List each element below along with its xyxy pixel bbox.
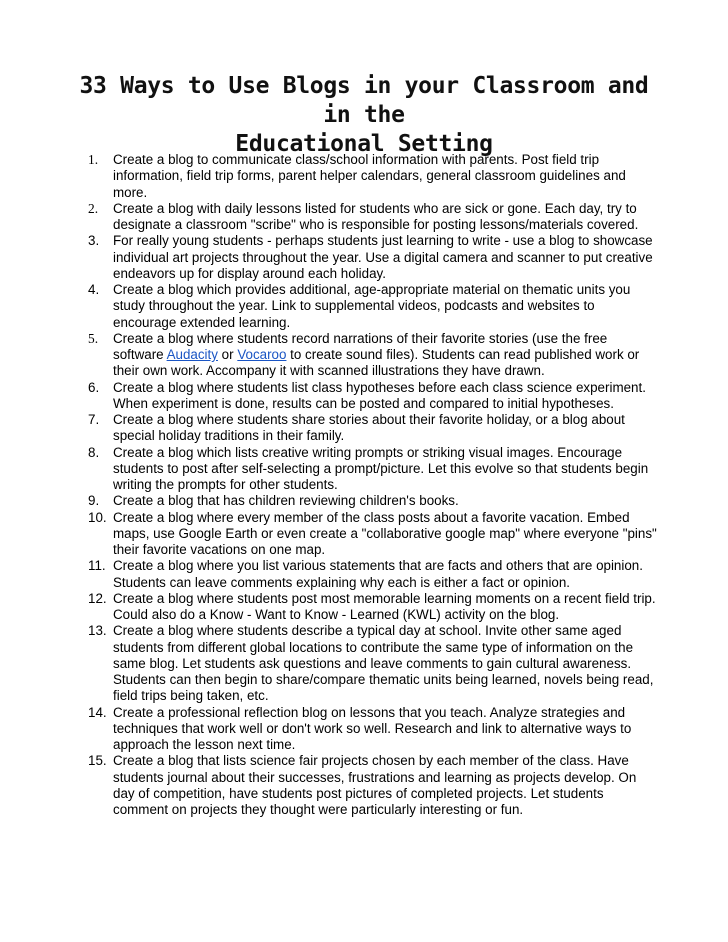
item-number: 10. xyxy=(88,509,107,525)
item-number: 11. xyxy=(88,558,106,574)
list-item-8 xyxy=(88,445,660,494)
item-text-before: Create a blog where students record narrations of their favorite stories (use the free software xyxy=(113,330,608,362)
item-number: 6. xyxy=(88,379,100,395)
audacity-link[interactable]: Audacity xyxy=(166,347,218,362)
list-item-10 xyxy=(88,510,660,559)
item-number: 3. xyxy=(88,233,100,249)
item-number: 2. xyxy=(88,200,99,216)
ideas-list xyxy=(88,152,660,818)
list-item-7 xyxy=(88,412,660,445)
item-number: 8. xyxy=(88,444,100,460)
list-item-9 xyxy=(88,493,660,509)
item-number: 5. xyxy=(88,330,99,346)
item-text: Create a blog where students post most memorable learning moments on a recent field trip. Could also do a Know - Want to Know - Learned (KWL) activity on the blog. xyxy=(113,590,656,622)
item-text: Create a blog that has children reviewing children's books. xyxy=(113,493,459,509)
list-item-15 xyxy=(88,753,660,818)
item-text: Create a professional reflection blog on lessons that you teach. Analyze strategies and techniques that work well or don't work so well. Research and link to alternative ways to approach the lesson next time. xyxy=(113,704,632,752)
item-text: Create a blog which lists creative writing prompts or striking visual images. Encourage students to post after self-selecting a prompt/picture. Let this evolve so that students begin writing the prompts for other students. xyxy=(113,444,649,492)
item-number: 12. xyxy=(88,590,107,606)
item-number: 9. xyxy=(88,493,100,509)
page-title xyxy=(60,72,668,159)
list-item-6 xyxy=(88,380,660,413)
vocaroo-link[interactable]: Vocaroo xyxy=(237,347,287,362)
item-text: Create a blog to communicate class/school information with parents. Post field trip information, field trip forms, parent helper calendars, general classroom guidelines and more. xyxy=(113,152,626,200)
item-number: 15. xyxy=(88,753,107,769)
item-text: Create a blog that lists science fair projects chosen by each member of the class. Have students journal about their successes, frustrations and learning as projects develop. On day of competition, have students post pictures of completed projects. Let students comment on projects they thought were particularly interesting or fun. xyxy=(113,753,637,817)
list-item-12 xyxy=(88,591,660,624)
list-item-1 xyxy=(88,152,660,201)
item-text-middle: or xyxy=(217,347,238,362)
item-text: Create a blog where every member of the class posts about a favorite vacation. Embed maps, use Google Earth or even create a "collaborative google map" where everyone "pins" their favorite vacations on one map. xyxy=(113,509,657,557)
list-item-13 xyxy=(88,623,660,704)
item-text xyxy=(113,331,639,379)
list-item-2 xyxy=(88,201,660,234)
item-text-after: to create sound files). Students can read published work or their own work. Accompany it with scanned illustrations they have drawn. xyxy=(113,347,640,379)
list-item-4 xyxy=(88,282,660,331)
item-text: Create a blog which provides additional, age-appropriate material on thematic units you study throughout the year. Link to supplemental videos, podcasts and websites to encourage extended learning. xyxy=(113,282,631,330)
item-text: Create a blog where students describe a typical day at school. Invite other same aged students from different global locations to contribute the same type of information on the same blog. Let students ask questions and leave comments to gain cultural awareness. Students can then begin to share/compare thematic units being learned, novels being read, field trips being taken, etc. xyxy=(113,623,654,704)
item-number: 4. xyxy=(88,282,100,297)
item-number: 1. xyxy=(88,152,99,167)
list-item-14 xyxy=(88,705,660,754)
list-item-5 xyxy=(88,331,660,380)
list-item-11 xyxy=(88,558,660,591)
item-text: Create a blog where you list various statements that are facts and others that are opinion. Students can leave comments explaining why each is either a fact or opinion. xyxy=(113,558,643,590)
item-text: Create a blog where students list class hypotheses before each class science experiment. When experiment is done, results can be posted and compared to initial hypotheses. xyxy=(113,379,646,411)
title-line-1: 33 Ways to Use Blogs in your Classroom and in the xyxy=(79,73,649,128)
item-text: Create a blog where students share stories about their favorite holiday, or a blog about special holiday traditions in their family. xyxy=(113,412,625,444)
item-text: For really young students - perhaps students just learning to write - use a blog to showcase individual art projects throughout the year. Use a digital camera and scanner to put creative endeavors up for display around each holiday. xyxy=(113,233,653,281)
item-text: Create a blog with daily lessons listed for students who are sick or gone. Each day, try to designate a classroom "scribe" who is responsible for posting lessons/materials covered. xyxy=(113,200,639,232)
item-number: 14. xyxy=(88,704,107,720)
item-number: 13. xyxy=(88,623,107,639)
item-number: 7. xyxy=(88,412,100,427)
list-item-3 xyxy=(88,233,660,282)
title-line-2: Educational Setting xyxy=(235,131,493,157)
